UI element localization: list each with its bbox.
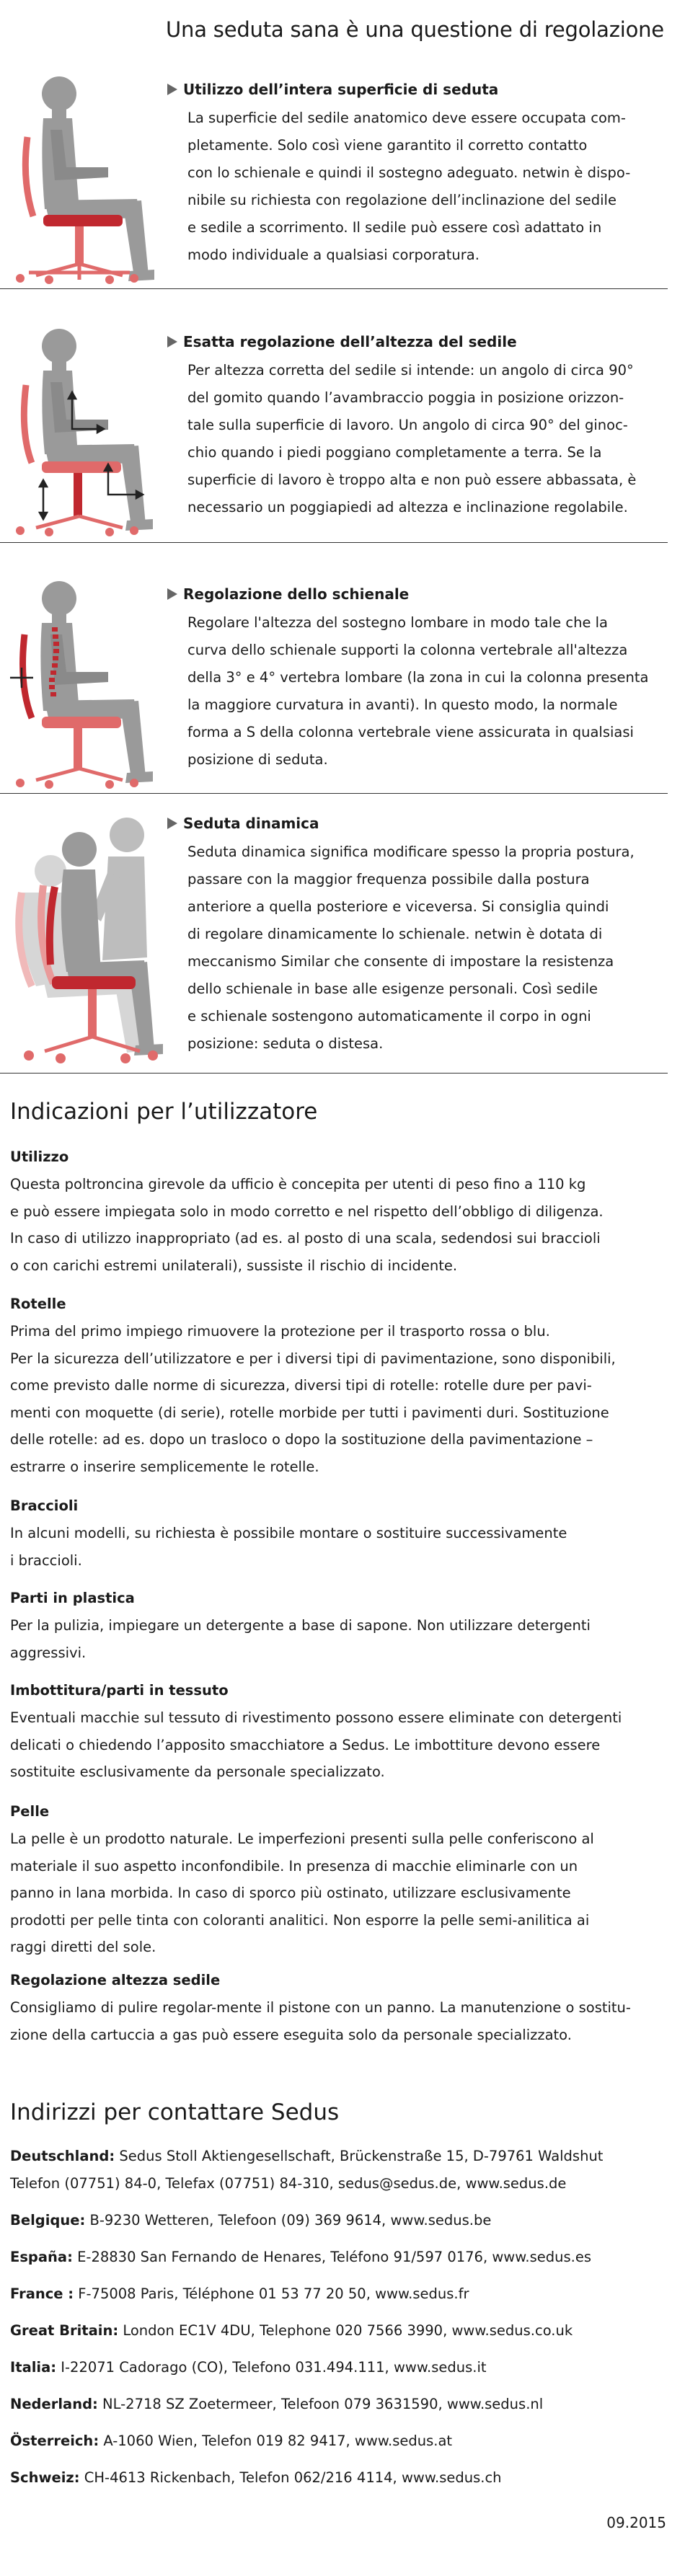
divider	[0, 1073, 668, 1074]
contact-country: Italia:	[10, 2359, 57, 2376]
info-block-utilizzo	[10, 1143, 673, 1279]
divider	[0, 793, 668, 794]
contact-country: Belgique:	[10, 2212, 86, 2228]
contact-belgium	[10, 2207, 678, 2234]
info-block-body: Eventuali macchie sul tessuto di rivestimento possono essere eliminate con detergenti delicati o chiedendo l’apposito smacchiatore a Sedus. Le imbottiture devono essere sostituite esclusivamente da personale specializzato.	[10, 1709, 622, 1780]
info-block-pelle	[10, 1798, 673, 1961]
triangle-bullet-icon	[167, 818, 177, 829]
info-block-imbottitura	[10, 1677, 673, 1786]
section-title: Seduta dinamica	[183, 815, 319, 832]
section-title: Esatta regolazione dell’altezza del sedile	[183, 333, 517, 350]
section-backrest	[0, 577, 685, 793]
triangle-bullet-icon	[167, 84, 177, 95]
contacts-heading: Indirizzi per contattare Sedus	[10, 2099, 340, 2125]
contact-country: Great Britain:	[10, 2322, 119, 2339]
contact-germany	[10, 2143, 678, 2197]
triangle-bullet-icon	[167, 336, 177, 348]
chair-figure-illustration	[0, 324, 166, 541]
contact-netherlands	[10, 2391, 678, 2418]
contact-text: Sedus Stoll Aktiengesellschaft, Brückenstraße 15, D-79761 Waldshut Telefon (07751) 84-0, Telefax (07751) 84-310, sedus@sedus.de, www.sedus.de	[10, 2148, 604, 2192]
divider	[0, 288, 668, 289]
section-body: Per altezza corretta del sedile si intende: un angolo di circa 90° del gomito quando l’avambraccio poggia in posizione orizzon- tale sulla superficie di lavoro. Un angolo di circa 90° del ginoc- chio quando i piedi poggiano completamente a terra. Se la superficie di lavoro è troppo alta e non può essere abbassata, è necessario un poggiapiedi ad altezza e inclinazione regolabile.	[187, 362, 637, 515]
section-body: Seduta dinamica significa modificare spesso la propria postura, passare con la maggior frequenza possibile dalla postura anteriore a quella posteriore e viceversa. Si consiglia quindi di regolare dinamicamente lo schienale. netwin è dotata di meccanismo Similar che consente di impostare la resistenza dello schienale in base alle esigenze personali. Così sedile e schienale sostengono automaticamente il corpo in ogni posizione: seduta o distesa.	[187, 844, 635, 1052]
info-block-title: Braccioli	[10, 1497, 79, 1514]
contact-austria	[10, 2427, 678, 2455]
contact-country: Schweiz:	[10, 2469, 80, 2486]
info-block-title: Rotelle	[10, 1296, 66, 1312]
section-dynamic-sitting	[0, 806, 685, 1073]
section-seat-height	[0, 324, 685, 541]
info-block-plastica	[10, 1585, 673, 1666]
section-seat-surface	[0, 72, 685, 288]
triangle-bullet-icon	[167, 588, 177, 600]
section-body: La superficie del sedile anatomico deve essere occupata com- pletamente. Solo così viene garantito il corretto contatto con lo schienale e quindi il sostegno adeguato. netwin è dispo- nibile su richiesta con regolazione dell’inclinazione del sedile e sedile a scorrimento. Il sedile può essere così adattato in modo individuale a qualsiasi corporatura.	[187, 110, 631, 263]
contact-text: I-22071 Cadorago (CO), Telefono 031.494.111, www.sedus.it	[56, 2359, 487, 2376]
chair-figure-illustration	[0, 72, 166, 288]
info-block-body: La pelle è un prodotto naturale. Le imperfezioni presenti sulla pelle conferiscono al materiale il suo aspetto inconfondibile. In presenza di macchie eliminarle con un panno in lana morbida. In caso di sporco più ostinato, utilizzare esclusivamente prodotti per pelle tinta con coloranti analitici. Non esporre la pelle semi-anilitica ai raggi diretti del sole.	[10, 1831, 594, 1955]
contact-great-britain	[10, 2317, 678, 2345]
chair-figure-illustration	[0, 806, 173, 1073]
info-block-title: Pelle	[10, 1803, 50, 1820]
info-block-braccioli	[10, 1492, 673, 1574]
contact-italy	[10, 2354, 678, 2381]
contact-text: A-1060 Wien, Telefon 019 82 9417, www.sedus.at	[99, 2433, 453, 2449]
divider	[0, 542, 668, 543]
section-body: Regolare l'altezza del sostegno lombare in modo tale che la curva dello schienale supporti la colonna vertebrale all'altezza della 3° e 4° vertebra lombare (la zona in cui la colonna presenta la maggiore curvatura in avanti). In questo modo, la normale forma a S della colonna vertebrale viene assicurata in qualsiasi posizione di seduta.	[187, 614, 649, 768]
info-block-title: Parti in plastica	[10, 1590, 135, 1606]
info-block-rotelle	[10, 1291, 673, 1480]
chair-figure-illustration	[0, 577, 166, 793]
contact-france	[10, 2280, 678, 2308]
info-block-title: Utilizzo	[10, 1148, 69, 1165]
info-block-body: Prima del primo impiego rimuovere la protezione per il trasporto rossa o blu. Per la sicurezza dell’utilizzatore e per i diversi tipi di pavimentazione, sono disponibili, come previsto dalle norme di sicurezza, diversi tipi di rotelle: rotelle dure per pavi- menti con moquette (di serie), rotelle morbide per tutti i pavimenti duri. Sostituzione delle rotelle: ad es. dopo un trasloco o dopo la sostituzione della pavimentazione – estrarre o inserire semplicemente le rotelle.	[10, 1323, 616, 1475]
contact-spain	[10, 2244, 678, 2271]
contact-country: Österreich:	[10, 2433, 100, 2449]
contact-country: Deutschland:	[10, 2148, 115, 2164]
contact-text: NL-2718 SZ Zoetermeer, Telefoon 079 3631590, www.sedus.nl	[97, 2396, 544, 2412]
info-block-title: Regolazione altezza sedile	[10, 1972, 221, 1988]
info-block-body: Consigliamo di pulire regolar-mente il pistone con un panno. La manutenzione o sostitu- zione della cartuccia a gas può essere eseguita solo da personale specializzato.	[10, 1999, 631, 2043]
info-block-title: Imbottitura/parti in tessuto	[10, 1682, 229, 1699]
page-title: Una seduta sana è una questione di regolazione	[166, 17, 664, 42]
contact-text: B-9230 Wetteren, Telefoon (09) 369 9614, www.sedus.be	[85, 2212, 492, 2228]
user-info-heading: Indicazioni per l’utilizzatore	[10, 1099, 318, 1125]
section-title: Utilizzo dell’intera superficie di seduta	[183, 81, 499, 98]
contact-country: France :	[10, 2285, 74, 2302]
section-title: Regolazione dello schienale	[183, 585, 410, 603]
info-block-body: Per la pulizia, impiegare un detergente a base di sapone. Non utilizzare detergenti aggressivi.	[10, 1617, 591, 1661]
info-block-altezza	[10, 1967, 673, 2048]
contact-text: CH-4613 Rickenbach, Telefon 062/216 4114, www.sedus.ch	[79, 2469, 502, 2486]
contact-text: F-75008 Paris, Téléphone 01 53 77 20 50, www.sedus.fr	[74, 2285, 469, 2302]
info-block-body: Questa poltroncina girevole da ufficio è concepita per utenti di peso fino a 110 kg e può essere impiegata solo in modo corretto e nel rispetto dell’obbligo di diligenza. In caso di utilizzo inappropriato (ad es. al posto di una scala, sedendosi sui braccioli o con carichi estremi unilaterali), sussiste il rischio di incidente.	[10, 1176, 604, 1274]
contact-text: London EC1V 4DU, Telephone 020 7566 3990, www.sedus.co.uk	[118, 2322, 573, 2339]
publication-date: 09.2015	[606, 2514, 666, 2531]
contact-country: España:	[10, 2249, 73, 2265]
contact-switzerland	[10, 2464, 678, 2492]
contact-country: Nederland:	[10, 2396, 98, 2412]
info-block-body: In alcuni modelli, su richiesta è possibile montare o sostituire successivamente i braccioli.	[10, 1525, 567, 1569]
contact-text: E-28830 San Fernando de Henares, Teléfono 91/597 0176, www.sedus.es	[72, 2249, 592, 2265]
